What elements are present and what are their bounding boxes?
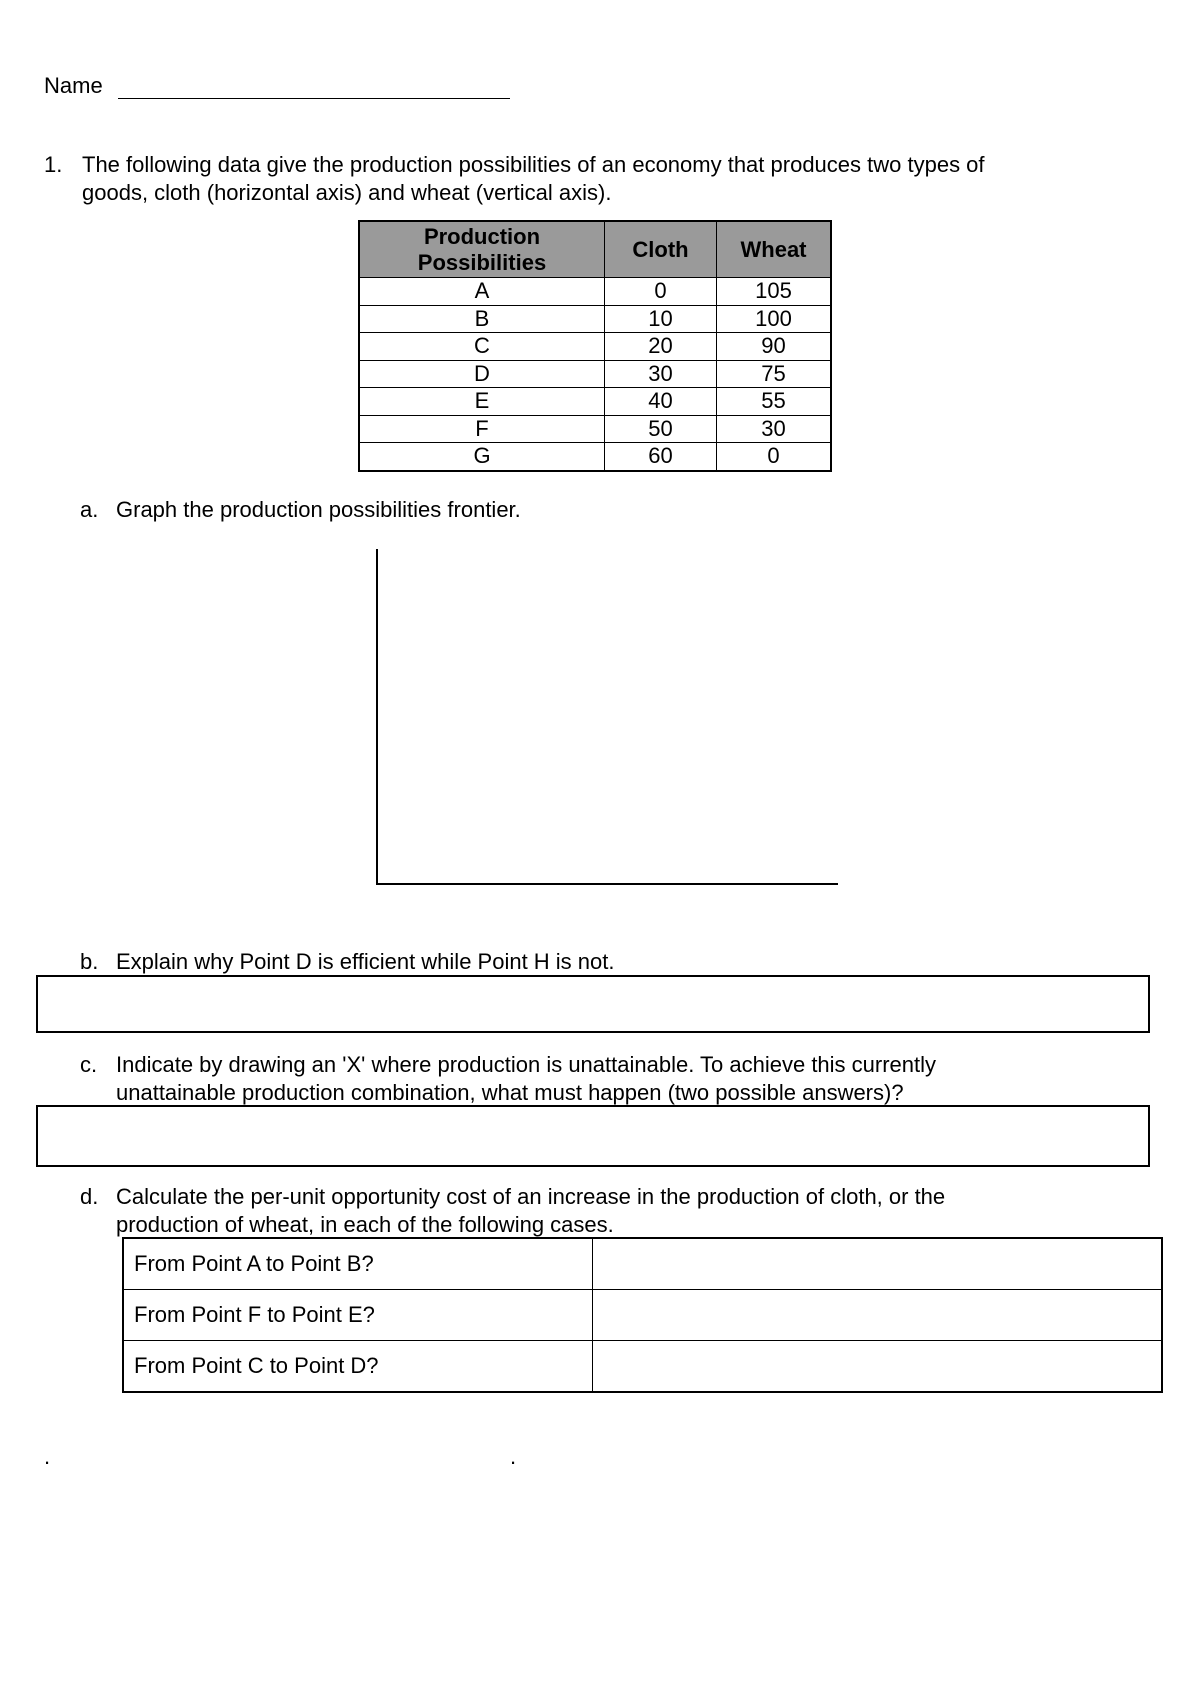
wheat-cell: 0: [717, 443, 832, 471]
wheat-cell: 100: [717, 305, 832, 333]
wheat-cell: 30: [717, 415, 832, 443]
wheat-cell: 75: [717, 360, 832, 388]
opportunity-cost-table: [122, 1237, 1163, 1393]
wheat-cell: 90: [717, 333, 832, 361]
part-d-text-line-1: Calculate the per-unit opportunity cost of an increase in the production of cloth, or the: [116, 1184, 946, 1209]
question-number: 1.: [44, 152, 63, 177]
header-wheat: Wheat: [717, 221, 832, 278]
table-row: [359, 443, 831, 471]
part-c-text-line-1: Indicate by drawing an 'X' where production is unattainable. To achieve this currently: [116, 1052, 937, 1077]
cloth-cell: 40: [605, 388, 717, 416]
cloth-cell: 50: [605, 415, 717, 443]
case-question-cell: From Point A to Point B?: [123, 1238, 593, 1290]
production-possibilities-table: [358, 220, 832, 472]
part-d-letter: d.: [80, 1184, 99, 1209]
table-row: [359, 415, 831, 443]
table-row: [359, 278, 831, 306]
point-cell: A: [359, 278, 605, 306]
part-c-text-line-2: unattainable production combination, what must happen (two possible answers)?: [116, 1080, 904, 1105]
case-answer-cell[interactable]: [593, 1341, 1163, 1393]
footer-dot-left: .: [44, 1444, 51, 1469]
point-cell: B: [359, 305, 605, 333]
footer-dot-right: .: [510, 1444, 517, 1469]
table-row: [359, 333, 831, 361]
case-question-cell: From Point F to Point E?: [123, 1290, 593, 1341]
wheat-cell: 105: [717, 278, 832, 306]
part-b-answer-box[interactable]: [36, 975, 1150, 1033]
cloth-cell: 30: [605, 360, 717, 388]
cloth-cell: 20: [605, 333, 717, 361]
table-row: [123, 1290, 1162, 1341]
part-c-answer-box[interactable]: [36, 1105, 1150, 1167]
table-row: [123, 1238, 1162, 1290]
x-axis-line: [376, 883, 838, 885]
graph-drawing-area[interactable]: [376, 549, 838, 885]
cloth-cell: 60: [605, 443, 717, 471]
point-cell: G: [359, 443, 605, 471]
part-c-letter: c.: [80, 1052, 98, 1077]
case-question-cell: From Point C to Point D?: [123, 1341, 593, 1393]
cloth-cell: 0: [605, 278, 717, 306]
name-blank-line[interactable]: [118, 98, 510, 99]
part-b-text: Explain why Point D is efficient while Point H is not.: [116, 949, 615, 974]
part-a-letter: a.: [80, 497, 99, 522]
table-row: [123, 1341, 1162, 1393]
point-cell: C: [359, 333, 605, 361]
point-cell: D: [359, 360, 605, 388]
cloth-cell: 10: [605, 305, 717, 333]
case-answer-cell[interactable]: [593, 1238, 1163, 1290]
header-cloth: Cloth: [605, 221, 717, 278]
table-row: [359, 360, 831, 388]
question-text-line-2: goods, cloth (horizontal axis) and wheat (vertical axis).: [82, 180, 612, 205]
point-cell: E: [359, 388, 605, 416]
wheat-cell: 55: [717, 388, 832, 416]
case-answer-cell[interactable]: [593, 1290, 1163, 1341]
point-cell: F: [359, 415, 605, 443]
part-a-text: Graph the production possibilities frontier.: [116, 497, 521, 522]
part-d-text-line-2: production of wheat, in each of the following cases.: [116, 1212, 614, 1237]
table-row: [359, 388, 831, 416]
name-label: Name: [44, 73, 103, 98]
table-header-row: [359, 221, 831, 278]
y-axis-line: [376, 549, 378, 885]
table-row: [359, 305, 831, 333]
part-b-letter: b.: [80, 949, 99, 974]
header-production-possibilities: Production Possibilities: [359, 221, 605, 278]
question-text-line-1: The following data give the production possibilities of an economy that produces two types of: [82, 152, 985, 177]
